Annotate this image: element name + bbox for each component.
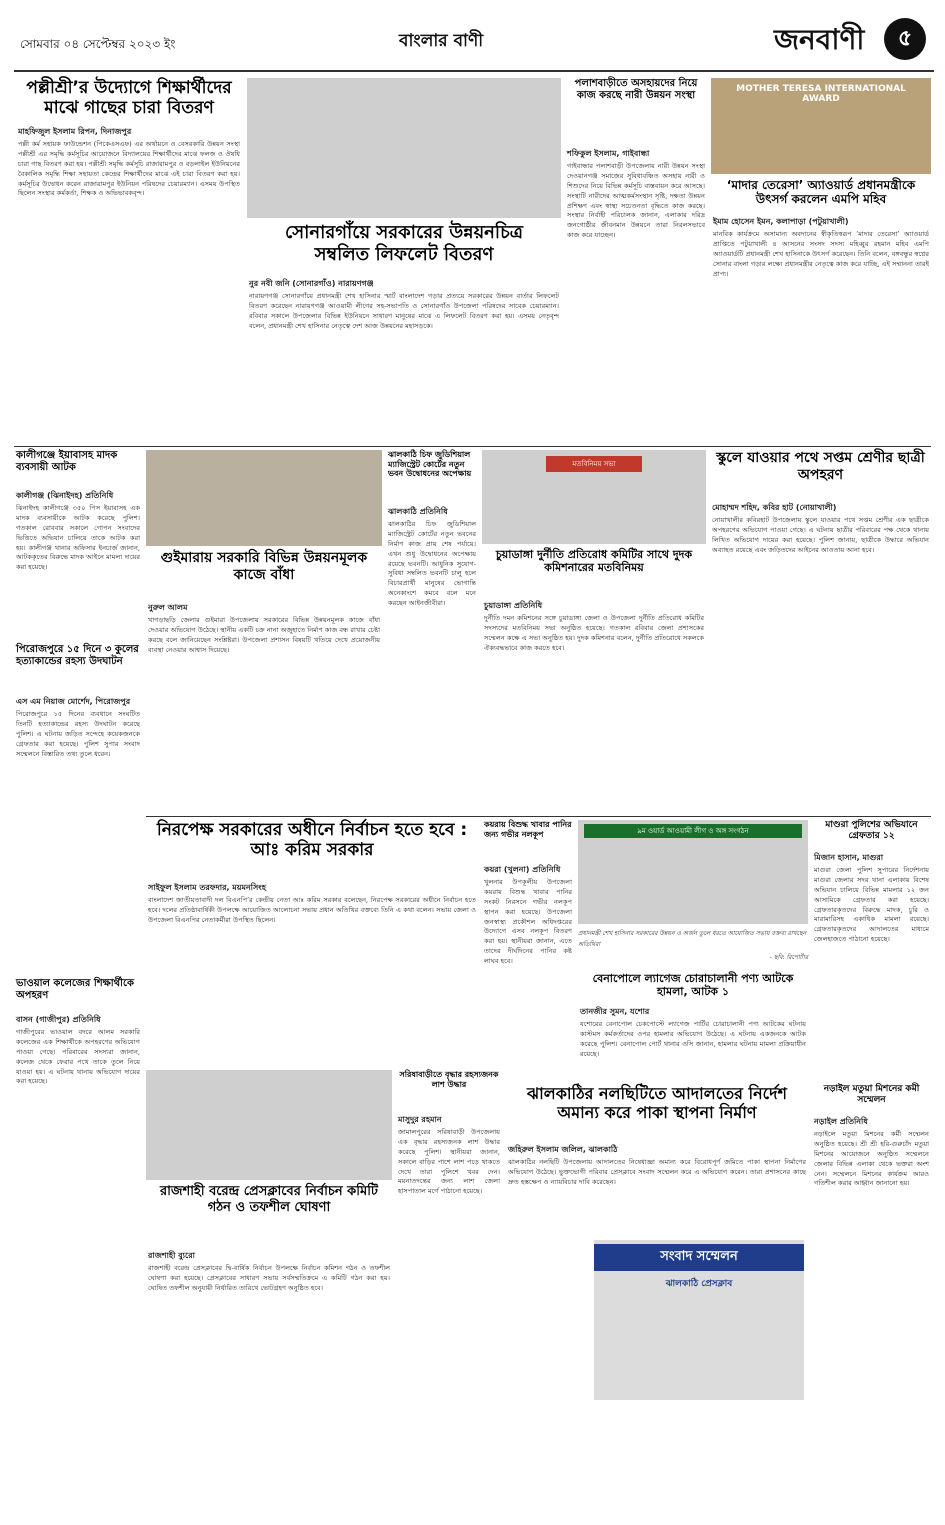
photo-construction bbox=[146, 450, 382, 546]
article-student-abduction bbox=[710, 450, 931, 812]
headline: পিরোজপুরে ১৫ দিনে ৩ কুলের হত্যাকান্ডের রহস্য উদঘাটন bbox=[16, 644, 139, 667]
press-club-banner: ঝালকাঠি প্রেসক্লাব bbox=[665, 1279, 733, 1289]
photo-meeting bbox=[482, 450, 706, 544]
article-body: দুর্নীতি দমন কমিশনের সঙ্গে চুয়াডাঙ্গা জেলা ও উপজেলা দুর্নীতি প্রতিরোধ কমিটির সদস্যদের মতবিনিময় সভা অনুষ্ঠিত হয়েছে। গতকাল রবিবার জেলা প্রশাসকের সম্মেলন কক্ষে এ সভা অনুষ্ঠিত হয়। দুদক কমিশনার বলেন, দুর্নীতি প্রতিরোধে সকলকে ঐক্যবদ্ধভাবে কাজ করতে হবে। bbox=[484, 614, 704, 652]
byline: চুয়াডাঙ্গা প্রতিনিধি bbox=[484, 601, 543, 610]
article-karim-sarkar bbox=[146, 820, 478, 1066]
article-narail-matua bbox=[812, 1084, 931, 1518]
page-number: ৫ bbox=[897, 26, 913, 51]
headline: নিরপেক্ষ সরকারের অধীনে নির্বাচন হতে হবে : আঃ করিম সরকার bbox=[156, 820, 468, 861]
article-guimara bbox=[146, 550, 382, 812]
article-koyra bbox=[482, 820, 574, 1040]
byline: মিজান হাসান, মাগুরা bbox=[814, 853, 884, 862]
article-body: নারায়ণগঞ্জ সোনারগাঁয়ে প্রধানমন্ত্রী শেখ হাসিনার স্মার্ট বাংলাদেশ গড়ার প্রত্যয়ে সরকারের উন্নয়ন বার্তার লিফলেট বিতরণ করেছেন নারায়ণগঞ্জ আওয়ামী লীগের সহ-সভাপতি ও সোনারগাঁও উপজেলা পরিষদের সাবেক চেয়ারম্যান। রবিবার সকালে উপজেলার বিভিন্ন ইউনিয়নে সাধারণ মানুষের মাঝে এ লিফলেট বিতরণ করা হয়। এসময় নেতৃবৃন্দ বলেন, প্রধানমন্ত্রী শেখ হাসিনার নেতৃত্বে দেশ আজ উন্নয়নের মহাসড়কে। bbox=[249, 292, 559, 330]
headline: ‘মাদার তেরেসা’ অ্যাওয়ার্ড প্রধানমন্ত্রীকে উৎসর্গ করলেন এমপি মহিব bbox=[726, 178, 916, 207]
rally-banner: ৯ম ওয়ার্ড আওয়ামী লীগ ও অঙ্গ সংগঠন bbox=[584, 824, 802, 838]
photo-rally bbox=[578, 820, 808, 924]
article-benapole bbox=[578, 972, 808, 1080]
photo-press-club bbox=[146, 1070, 392, 1180]
article-sonargaon bbox=[247, 220, 561, 446]
byline: সাইফুল ইসলাম তরফদার, ময়মনসিংহ bbox=[148, 883, 266, 892]
photo-caption: প্রধানমন্ত্রী শেখ হাসিনার সরকারের উন্নয়ন ও অর্জন তুলে ধরতে আয়োজিত সভায় বক্তব্য রাখছেন অতিথিরা bbox=[578, 930, 807, 948]
byline: কালীগঞ্জ (ঝিনাইদহ) প্রতিনিধি bbox=[16, 491, 114, 500]
article-palashbari bbox=[565, 78, 707, 444]
photo-leaflet-distribution bbox=[247, 78, 561, 218]
byline: ইমাম হোসেন ইমন, কলাপাড়া (পটুয়াখালী) bbox=[713, 217, 849, 226]
byline: জহিরুল ইসলাম জলিল, ঝালকাঠি bbox=[508, 1145, 618, 1154]
headline: নড়াইল মতুয়া মিশনের কমী সম্মেলন bbox=[823, 1084, 920, 1105]
article-pirojpur bbox=[14, 644, 142, 974]
byline: মোহাম্মদ শহিদ, কবির হাট (নোয়াখালী) bbox=[712, 503, 837, 512]
headline: সোনারগাঁয়ে সরকারের উন্নয়নচিত্র সম্বলিত লিফলেট বিতরণ bbox=[284, 222, 524, 265]
article-body: নোয়াখালীর কবিরহাট উপজেলায় স্কুলে যাওয়ার পথে সপ্তম শ্রেণীর এক ছাত্রীকে অপহরণের অভিযোগ পাওয়া গেছে। এ ঘটনায় ছাত্রীর পরিবারের পক্ষ থেকে থানায় লিখিত অভিযোগ দায়ের করা হয়েছে। পুলিশ জানায়, ছাত্রীকে উদ্ধারে অভিযান অব্যাহত রয়েছে এবং জড়িতদের আইনের আওতায় আনা হবে। bbox=[712, 516, 929, 554]
press-conference-banner: সংবাদ সম্মেলন bbox=[594, 1244, 804, 1271]
headline: বেনাপোলে ল্যাগেজ চোরাচালানী পণ্য আটকে হামলা, আটক ১ bbox=[592, 972, 794, 999]
byline: শফিকুল ইসলাম, গাইবান্ধা bbox=[567, 149, 650, 158]
byline: কয়রা (খুলনা) প্রতিনিধি bbox=[484, 865, 561, 874]
byline: নুর নবী জনি (সোনারগাঁও) নারায়ণগঞ্জ bbox=[249, 279, 374, 288]
meeting-banner: মতবিনিময় সভা bbox=[546, 456, 642, 472]
headline: গুইমারায় সরকারি বিভিন্ন উন্নয়নমূলক কাজে বাঁধা bbox=[160, 550, 368, 583]
article-body: বাংলাদেশ জাতীয়তাবাদী দল বিএনপি’র কেন্দ্রীয় নেতা আঃ করিম সরকার বলেছেন, নিরপেক্ষ সরকারের অধীনে নির্বাচন হতে হবে। দলের প্রতিষ্ঠাবার্ষিকী উপলক্ষে আয়োজিত আলোচনা সভায় প্রধান অতিথির বক্তব্যে তিনি এ কথা বলেন। সভায় জেলা ও উপজেলা বিএনপির নেতাকর্মীরা উপস্থিত ছিলেন। bbox=[148, 896, 476, 924]
issue-date: সোমবার ০৪ সেপ্টেম্বর ২০২৩ ইং bbox=[20, 37, 176, 51]
article-jhalakathi-court bbox=[386, 450, 478, 810]
headline: ভাওয়াল কলেজের শিক্ষার্থীকে অপহরণ bbox=[16, 978, 134, 1001]
headline: ঝালকাঠি চিফ জুডিশিয়াল ম্যাজিস্ট্রেট কোর্টের নতুন ভবন উদ্বোধনের অপেক্ষায় bbox=[388, 450, 472, 479]
article-body: খাগড়াছড়ি জেলার গুইমারা উপজেলায় সরকারের বিভিন্ন উন্নয়নমূলক কাজে বাঁধা দেওয়ার অভিযোগ উঠেছে। স্থানীয় একটি চক্র নানা অজুহাতে নির্মাণ কাজ বন্ধ রাখার চেষ্টা করছে বলে জানিয়েছেন সংশ্লিষ্টরা। উপজেলা প্রশাসন বিষয়টি খতিয়ে দেখে প্রয়োজনীয় ব্যবস্থা নেওয়ার আশ্বাস দিয়েছে। bbox=[148, 616, 380, 654]
article-body: পিরোজপুরে ১৫ দিনের ব্যবধানে সংঘটিত তিনটি হত্যাকান্ডের রহস্য উদঘাটন করেছে পুলিশ। এ ঘটনায় জড়িত সন্দেহে কয়েকজনকে গ্রেফতার করা হয়েছে। পুলিশ সুপার সংবাদ সম্মেলনে বিস্তারিত তথ্য তুলে ধরেন। bbox=[16, 710, 140, 758]
headline: ঝালকাঠির নলছিটিতে আদালতের নির্দেশ অমান্য করে পাকা স্থাপনা নির্মাণ bbox=[527, 1084, 787, 1123]
byline: ঝালকাঠি প্রতিনিধি bbox=[388, 507, 448, 516]
headline: পল্লীশ্রী’র উদ্যোগে শিক্ষার্থীদের মাঝে গাছের চারা বিতরণ bbox=[26, 78, 232, 119]
byline: বাসন (গাজীপুর) প্রতিনিধি bbox=[16, 1015, 101, 1024]
byline: মাহফিজুল ইসলাম রিপন, দিনাজপুর bbox=[18, 127, 132, 136]
article-body: ঝালকাঠির নলছিটি উপজেলায় আদালতের নিষেধাজ্ঞা অমান্য করে বিরোধপূর্ণ জমিতে পাকা স্থাপনা নির্মাণের অভিযোগ উঠেছে। ভুক্তভোগী পরিবার প্রেসক্লাবে সংবাদ সম্মেলন করে এ অভিযোগ করেন। তারা প্রশাসনের কাছে দ্রুত হস্তক্ষেপ ও ন্যায়বিচার দাবি করেছেন। bbox=[508, 1158, 806, 1186]
article-sarishabari bbox=[396, 1070, 502, 1518]
byline: রাজশাহী ব্যুরো bbox=[148, 1251, 195, 1260]
byline: মাসুদুর রহমান bbox=[398, 1115, 442, 1124]
article-body: ঝালকাঠির চিফ জুডিশিয়াল ম্যাজিস্ট্রেট কোর্টের নতুন ভবনের নির্মাণ কাজ প্রায় শেষ পর্যায়ে। এখন শুধু উদ্বোধনের অপেক্ষায় রয়েছে ভবনটি। আধুনিক সুযোগ-সুবিধা সম্বলিত ভবনটি চালু হলে বিচারপ্রার্থী মানুষের ভোগান্তি অনেকাংশে কমবে বলে মনে করছেন আইনজীবীরা। bbox=[388, 520, 476, 608]
byline: নড়াইল প্রতিনিধি bbox=[814, 1117, 868, 1126]
photo-award-text: MOTHER TERESA INTERNATIONAL AWARD bbox=[736, 84, 906, 104]
headline: কয়রায় বিশুদ্ধ খাবার পানির জন্য গভীর নলকূপ bbox=[484, 820, 572, 839]
article-photo-awami-league bbox=[578, 820, 808, 968]
article-bhawal-college bbox=[14, 978, 142, 1518]
article-body: মানবিক কার্যক্রমে অসামান্য অবদানের স্বীকৃতিস্বরূপ ‘মাদার তেরেসা’ অ্যাওয়ার্ড প্রাপ্তিতে পটুয়াখালী ৪ আসনের সংসদ সদস্য মহিব্বুর রহমান মহিব এমপি অ্যাওয়ার্ডটি প্রধানমন্ত্রী শেখ হাসিনাকে উৎসর্গ করেছেন। তিনি বলেন, বঙ্গবন্ধুর স্বপ্নের সোনার বাংলা গড়ার লক্ষ্যে প্রধানমন্ত্রীর নেতৃত্বে কাজ করে যাচ্ছি, এই সম্মাননা তারই প্রাপ্য। bbox=[713, 230, 929, 278]
article-body: নড়াইলে মতুয়া মিশনের কর্মী সম্মেলন অনুষ্ঠিত হয়েছে। শ্রী শ্রী হরি-গুরুচাঁদ মতুয়া মিশনের আয়োজনে অনুষ্ঠিত সম্মেলনে জেলার বিভিন্ন এলাকা থেকে ভক্তরা অংশ নেন। সম্মেলনে মিশনের কার্যক্রম আরও গতিশীল করার আহ্বান জানানো হয়। bbox=[814, 1130, 929, 1188]
article-magura-police bbox=[812, 820, 931, 1080]
article-body: পল্লী কর্ম সহায়ক ফাউন্ডেশন (পিকেএসএফ) এর অর্থায়নে ও বেসরকারি উন্নয়ন সংস্থা পল্লীশ্রী এর সমৃদ্ধি কর্মসূচির আয়োজনে বিদ্যালয়ের শিক্ষার্থীদের মাঝে ফলজ ও ঔষধি চারা গাছ বিতরণ করা হয়। পল্লীশ্রী সমৃদ্ধি কর্মসূচি রাজারামপুর ও বড়লাইল ইউনিয়নের বৈকালিক সমৃদ্ধি শিক্ষা সহায়তা কেন্দ্রের শিক্ষার্থীদের মাঝে এই চারা বিতরণ করা হয়। কর্মসূচির উদ্বোধন করেন রাজারামপুর ইউনিয়ন পরিষদের চেয়ারম্যান। এসময় উপস্থিত ছিলেন সংস্থার কর্মকর্তা, শিক্ষক ও অভিভাবকবৃন্দ। bbox=[18, 140, 240, 198]
headline: চুয়াডাঙ্গা দুর্নীতি প্রতিরোধ কমিটির সাথে দুদক কমিশনারের মতবিনিময় bbox=[495, 548, 693, 575]
article-chuadanga bbox=[482, 450, 706, 812]
article-body: মাগুরা জেলা পুলিশ সুপারের নির্দেশনায় মাগুরা জেলার সদর থানা এলাকায় বিশেষ অভিযান চালিয়ে বিভিন্ন মামলার ১২ জন আসামিকে গ্রেফতার করা হয়েছে। গ্রেফতারকৃতদের বিরুদ্ধে মাদক, চুরি ও মারামারিসহ একাধিক মামলা রয়েছে। গ্রেফতারকৃতদের আদালতের মাধ্যমে জেলহাজতে পাঠানো হয়েছে। bbox=[814, 866, 929, 944]
section-divider bbox=[14, 446, 931, 447]
article-body: যশোরের বেনাপোল চেকপোস্টে ল্যাগেজ পার্টির চোরাচালানী পণ্য আটকের ঘটনায় কাস্টমস কর্মকর্তাদের ওপর হামলার অভিযোগ উঠেছে। এ ঘটনায় একজনকে আটক করেছে পুলিশ। বেনাপোল পোর্ট থানার ওসি জানান, হামলার ঘটনায় মামলা প্রক্রিয়াধীন রয়েছে। bbox=[580, 1020, 806, 1058]
article-body: গাজীপুরের ভাওয়াল বদরে আলম সরকারি কলেজের এক শিক্ষার্থীকে অপহরণের অভিযোগ পাওয়া গেছে। পরিবারের সদস্যরা জানান, কলেজ থেকে ফেরার পথে তাকে তুলে নিয়ে যাওয়া হয়। এ ঘটনায় থানায় অভিযোগ দায়ের করা হয়েছে। bbox=[16, 1028, 140, 1086]
article-body: খুলনার উপকূলীয় উপজেলা কয়রায় বিশুদ্ধ খাবার পানির সংকট নিরসনে গভীর নলকূপ স্থাপন করা হয়েছে। উপজেলা জনস্বাস্থ্য প্রকৌশল অধিদপ্তরের উদ্যোগে এসব নলকূপ বিতরণ করা হয়। স্থানীয়রা জানান, এতে তাদের দীর্ঘদিনের পানির কষ্ট লাঘব হবে। bbox=[484, 878, 572, 966]
headline: সরিষাবাড়ীতে বৃদ্ধার রহস্যজনক লাশ উদ্ধার bbox=[399, 1070, 499, 1089]
headline: কালীগঞ্জে ইয়াবাসহ মাদক ব্যবসায়ী আটক bbox=[16, 450, 118, 473]
article-body: জামালপুরের সরিষাবাড়ী উপজেলায় এক বৃদ্ধার রহস্যজনক লাশ উদ্ধার করেছে পুলিশ। স্থানীয়রা জানান, সকালে বাড়ির পাশে লাশ পড়ে থাকতে দেখে তারা পুলিশে খবর দেন। ময়নাতদন্তের জন্য লাশ জেলা হাসপাতাল মর্গে পাঠানো হয়েছে। bbox=[398, 1128, 500, 1196]
headline: পলাশবাড়ীতে অসহায়দের নিয়ে কাজ করছে নারী উন্নয়ন সংস্থা bbox=[574, 78, 698, 101]
article-pollishree bbox=[14, 78, 242, 440]
byline: এস এম নিয়াজ মোর্শেদ, পিরোজপুর bbox=[16, 697, 131, 706]
page-number-badge bbox=[884, 18, 926, 60]
page-masthead bbox=[14, 8, 934, 72]
article-kaliganj bbox=[14, 450, 142, 640]
article-body: রাজশাহী বরেন্দ্র প্রেসক্লাবের দ্বি-বার্ষিক নির্বাচন উপলক্ষে নির্বাচন কমিশন গঠন ও তফশীল ঘোষণা করা হয়েছে। প্রেসক্লাবের সাধারণ সভায় সর্বসম্মতিক্রমে এ কমিটি গঠন করা হয়। ঘোষিত তফশীল অনুযায়ী নির্ধারিত তারিখে ভোটগ্রহণ অনুষ্ঠিত হবে। bbox=[148, 1264, 390, 1292]
article-mother-teresa-award bbox=[711, 78, 931, 444]
section-title: বাংলার বাণী bbox=[399, 31, 484, 51]
article-body: গাইবান্ধার পলাশবাড়ী উপজেলায় নারী উন্নয়ন সংস্থা দেওয়ানগঞ্জ সমাজের সুবিধাবঞ্চিত অসহায় নারী ও শিশুদের নিয়ে বিভিন্ন কর্মসূচি বাস্তবায়ন করে আসছে। সংস্থাটি নারীদের আত্মকর্মসংস্থান সৃষ্টি, দক্ষতা উন্নয়ন প্রশিক্ষণ এবং স্বাস্থ্য সচেতনতা বৃদ্ধিতে কাজ করছে। সংস্থার নির্বাহী পরিচালক জানান, এলাকার দরিদ্র জনগোষ্ঠীর জীবনমান উন্নয়নে তারা নিরলসভাবে কাজ করে যাচ্ছেন। bbox=[567, 162, 705, 240]
masthead-rule bbox=[14, 70, 934, 72]
article-nalchity bbox=[506, 1084, 808, 1518]
headline: স্কুলে যাওয়ার পথে সপ্তম শ্রেণীর ছাত্রী অপহরণ bbox=[716, 450, 925, 483]
photo-press-conference bbox=[594, 1240, 804, 1400]
headline: মাণ্ডরা পুলিশের অভিযানে গ্রেফতার ১২ bbox=[825, 820, 918, 841]
byline: তানজীর সুমন, যশোর bbox=[580, 1007, 650, 1016]
headline: রাজশাহী বরেন্দ্র প্রেসক্লাবের নির্বাচন কমিটি গঠন ও তফশীল ঘোষণা bbox=[159, 1184, 378, 1215]
photo-credit: - ছবি: রিপোর্টার bbox=[769, 954, 808, 961]
article-body: ঝিনাইদহ কালীগঞ্জে ৩৫০ পিস ইয়াবাসহ এক মাদক ব্যবসায়ীকে আটক করেছে পুলিশ। গতকাল রোববার সকালে গোপন সংবাদের ভিত্তিতে অভিযান চালিয়ে তাকে আটক করা হয়। কালীগঞ্জ থানার অফিসার ইনচার্জ জানান, আটককৃতের বিরুদ্ধে মাদক আইনে মামলা দায়ের করা হয়েছে। bbox=[16, 504, 140, 572]
photo-award bbox=[711, 78, 931, 174]
newspaper-logo: জনবাণী bbox=[774, 23, 865, 56]
byline: নুরুল আলম bbox=[148, 603, 188, 612]
section-divider bbox=[146, 816, 931, 817]
article-rajshahi-pressclub bbox=[146, 1184, 392, 1518]
